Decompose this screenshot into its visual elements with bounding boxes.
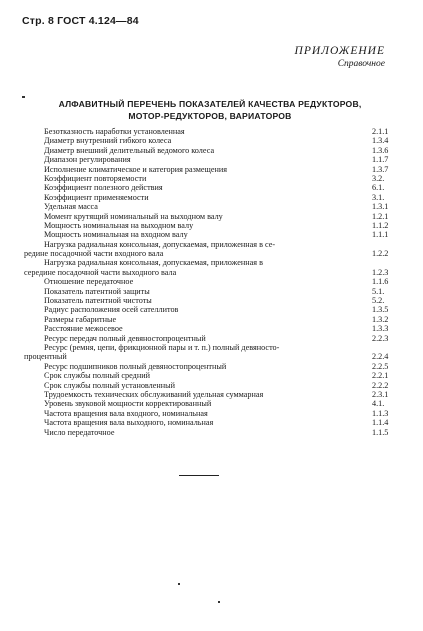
item-text: середине посадочной части выходного вала xyxy=(24,267,177,277)
scan-speck xyxy=(218,601,220,603)
item-clause-number: 2.3.1 xyxy=(372,389,389,399)
list-item xyxy=(24,155,394,164)
item-text: Нагрузка радиальная консольная, допускаемая, приложенная в xyxy=(44,258,263,268)
item-text: Трудоемкость технических обслуживаний удельная суммарная xyxy=(44,389,264,399)
list-item xyxy=(24,127,394,136)
item-text: Радиус расположения осей сателлитов xyxy=(44,305,179,315)
item-text: Отношение передаточное xyxy=(44,277,134,287)
item-text: процентный xyxy=(24,352,67,362)
item-text: Срок службы полный установленный xyxy=(44,380,176,390)
item-clause-number: 1.2.1 xyxy=(372,211,389,221)
item-text: Показатель патентной защиты xyxy=(44,286,150,296)
item-text: Частота вращения вала входного, номинальная xyxy=(44,408,208,418)
list-item xyxy=(24,315,394,324)
list-item xyxy=(24,296,394,305)
item-clause-number: 3.2. xyxy=(372,173,385,183)
item-text: Диаметр внешний делительный ведомого колеса xyxy=(44,145,215,155)
list-item xyxy=(24,428,394,437)
scan-speck xyxy=(178,583,180,585)
item-text: Мощность номинальная на входном валу xyxy=(44,230,188,240)
item-clause-number: 1.1.2 xyxy=(372,220,389,230)
closing-rule xyxy=(179,475,219,476)
list-item xyxy=(24,324,394,333)
appendix-block xyxy=(295,45,385,69)
item-clause-number: 1.1.7 xyxy=(372,155,389,165)
list-item xyxy=(24,305,394,314)
list-item xyxy=(24,371,394,380)
list-item xyxy=(24,183,394,192)
item-clause-number: 1.3.4 xyxy=(372,136,389,146)
list-item xyxy=(24,287,394,296)
list-item xyxy=(24,212,394,221)
item-clause-number: 2.1.1 xyxy=(372,127,389,136)
item-clause-number: 1.1.1 xyxy=(372,230,389,240)
title-line-1: АЛФАВИТНЫЙ ПЕРЕЧЕНЬ ПОКАЗАТЕЛЕЙ КАЧЕСТВА РЕДУКТОРОВ, xyxy=(58,99,362,109)
item-text: Ресурс (ремня, цепи, фрикционной пары и т. п.) полный девяносто- xyxy=(44,342,280,352)
item-text: Мощность номинальная на выходном валу xyxy=(44,220,194,230)
list-item xyxy=(24,352,394,361)
item-clause-number: 2.2.2 xyxy=(372,380,389,390)
item-text: Диаметр внутренний гибкого колеса xyxy=(44,136,172,146)
page-header: Стр. 8 ГОСТ 4.124—84 xyxy=(22,15,139,27)
scan-speck xyxy=(22,96,25,98)
list-item xyxy=(24,230,394,239)
item-text: Расстояние межосевое xyxy=(44,324,123,334)
item-text: Удельная масса xyxy=(44,202,98,212)
list-item xyxy=(24,409,394,418)
item-text: Коэффициент полезного действия xyxy=(44,183,163,193)
list-item xyxy=(24,381,394,390)
list-item xyxy=(24,146,394,155)
item-clause-number: 1.3.7 xyxy=(372,164,389,174)
item-text: Показатель патентной чистоты xyxy=(44,296,152,306)
list-item xyxy=(24,193,394,202)
list-item xyxy=(24,334,394,343)
item-text: Срок службы полный средний xyxy=(44,371,150,381)
list-item xyxy=(24,249,394,258)
item-clause-number: 4.1. xyxy=(372,399,385,409)
appendix-note: Справочное xyxy=(337,59,385,69)
item-clause-number: 1.1.4 xyxy=(372,418,389,428)
item-clause-number: 5.1. xyxy=(372,286,385,296)
item-clause-number: 1.1.6 xyxy=(372,277,389,287)
item-clause-number: 6.1. xyxy=(372,183,385,193)
item-text: Диапазон регулирования xyxy=(44,155,131,165)
list-item xyxy=(24,202,394,211)
item-text: Размеры габаритные xyxy=(44,314,117,324)
item-text: Коэффициент повторяемости xyxy=(44,173,147,183)
item-clause-number: 2.2.4 xyxy=(372,352,389,362)
list-item xyxy=(24,240,394,249)
document-title xyxy=(40,98,380,122)
list-item xyxy=(24,277,394,286)
item-clause-number: 1.2.2 xyxy=(372,249,389,259)
item-clause-number: 2.2.1 xyxy=(372,371,389,381)
item-text: Коэффициент применяемости xyxy=(44,192,149,202)
item-text: Исполнение климатическое и категория размещения xyxy=(44,164,228,174)
item-text: Число передаточное xyxy=(44,427,115,437)
list-item xyxy=(24,362,394,371)
item-text: Уровень звуковой мощности корректированный xyxy=(44,399,212,409)
item-text: редине посадочной части входного вала xyxy=(24,249,164,259)
item-clause-number: 1.2.3 xyxy=(372,267,389,277)
item-text: Ресурс передач полный девяностопроцентный xyxy=(44,333,206,343)
item-clause-number: 1.3.1 xyxy=(372,202,389,212)
item-text: Нагрузка радиальная консольная, допускаемая, приложенная в се- xyxy=(44,239,276,249)
item-clause-number: 3.1. xyxy=(372,192,385,202)
item-clause-number: 1.1.3 xyxy=(372,408,389,418)
item-clause-number: 1.3.5 xyxy=(372,305,389,315)
list-item xyxy=(24,221,394,230)
list-item xyxy=(24,343,394,352)
item-clause-number: 1.3.3 xyxy=(372,324,389,334)
item-clause-number: 1.1.5 xyxy=(372,427,389,437)
list-item xyxy=(24,174,394,183)
item-clause-number: 5.2. xyxy=(372,296,385,306)
item-clause-number: 2.2.3 xyxy=(372,333,389,343)
list-item xyxy=(24,268,394,277)
appendix-label: ПРИЛОЖЕНИЕ xyxy=(294,45,385,57)
list-item xyxy=(24,390,394,399)
item-clause-number: 1.3.2 xyxy=(372,314,389,324)
list-item xyxy=(24,136,394,145)
item-text: Частота вращения вала выходного, номинальная xyxy=(44,418,214,428)
item-text: Ресурс подшипников полный девяностопроцентный xyxy=(44,361,227,371)
list-item xyxy=(24,399,394,408)
item-text: Безотказность наработки установленная xyxy=(44,127,185,136)
list-item xyxy=(24,165,394,174)
item-text: Момент крутящий номинальный на выходном валу xyxy=(44,211,223,221)
list-item xyxy=(24,418,394,427)
indicator-list xyxy=(24,127,394,437)
item-clause-number: 1.3.6 xyxy=(372,145,389,155)
list-item xyxy=(24,258,394,267)
title-line-2: МОТОР-РЕДУКТОРОВ, ВАРИАТОРОВ xyxy=(128,111,292,121)
item-clause-number: 2.2.5 xyxy=(372,361,389,371)
